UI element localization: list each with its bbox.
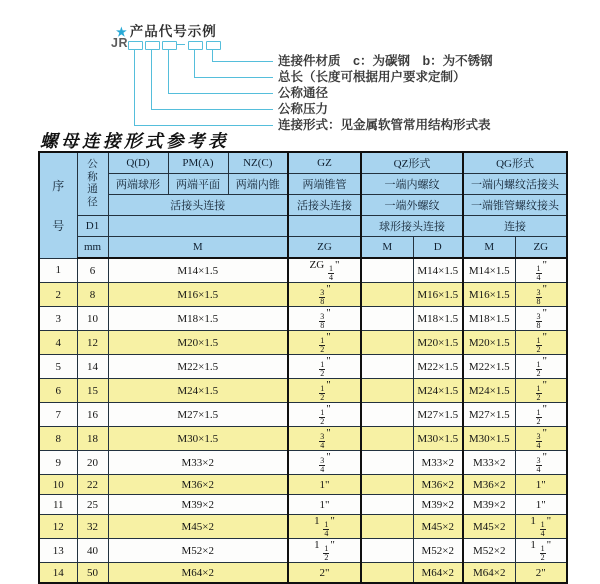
header-unit-zg2: ZG bbox=[515, 237, 567, 259]
cell-seq: 13 bbox=[39, 539, 77, 563]
cell-seq: 8 bbox=[39, 427, 77, 451]
cell-gz-zg: $\frac{3}{4}$ " bbox=[288, 427, 361, 451]
cell-qg-zg: $\frac{1}{2}$ " bbox=[515, 403, 567, 427]
table-row bbox=[39, 427, 567, 451]
cell-qz-d: M52×2 bbox=[413, 539, 463, 563]
header-qg-taper-joint: 一端锥管螺纹接头 bbox=[463, 195, 567, 216]
cell-qz-d: M39×2 bbox=[413, 495, 463, 515]
cell-dn: 50 bbox=[77, 563, 108, 584]
cell-qg-m: M36×2 bbox=[463, 475, 515, 495]
header-unit-m2: M bbox=[361, 237, 413, 259]
cell-qg-m: M45×2 bbox=[463, 515, 515, 539]
cell-qg-zg: 1" bbox=[515, 495, 567, 515]
header-seq bbox=[39, 152, 77, 258]
cell-qg-zg: $\frac{1}{2}$ " bbox=[515, 379, 567, 403]
cell-gz-zg: $\frac{1}{2}$ " bbox=[288, 379, 361, 403]
cell-dn: 12 bbox=[77, 331, 108, 355]
cell-qg-m: M27×1.5 bbox=[463, 403, 515, 427]
table-row bbox=[39, 563, 567, 584]
cell-seq: 11 bbox=[39, 495, 77, 515]
cell-seq: 1 bbox=[39, 258, 77, 283]
table-row bbox=[39, 495, 567, 515]
cell-qg-m: M24×1.5 bbox=[463, 379, 515, 403]
cell-qz-m bbox=[361, 539, 413, 563]
cell-qz-m bbox=[361, 355, 413, 379]
cell-seq: 7 bbox=[39, 403, 77, 427]
header-qg-form: QG形式 bbox=[463, 152, 567, 174]
header-ends-ball: 两端球形 bbox=[108, 174, 168, 195]
cell-qg-m: M14×1.5 bbox=[463, 258, 515, 283]
cell-qz-m bbox=[361, 331, 413, 355]
cell-qz-d: M14×1.5 bbox=[413, 258, 463, 283]
header-mm: mm bbox=[77, 237, 108, 259]
cell-qz-d: M20×1.5 bbox=[413, 331, 463, 355]
cell-m: M22×1.5 bbox=[108, 355, 288, 379]
label-material: 连接件材质 c：为碳钢 b：为不锈钢 bbox=[278, 54, 493, 68]
cell-qg-zg: $\frac{1}{2}$ " bbox=[515, 355, 567, 379]
cell-gz-zg: 1 $\frac{1}{4}$ " bbox=[288, 515, 361, 539]
table-row bbox=[39, 539, 567, 563]
cell-qg-zg: 1" bbox=[515, 475, 567, 495]
table-title: 螺母连接形式参考表 bbox=[40, 131, 229, 151]
cell-m: M64×2 bbox=[108, 563, 288, 584]
product-code-prefix: JR bbox=[111, 36, 128, 50]
cell-qz-d: M24×1.5 bbox=[413, 379, 463, 403]
header-ends-taperpipe: 两端锥管 bbox=[288, 174, 361, 195]
cell-gz-zg: $\frac{1}{2}$ " bbox=[288, 403, 361, 427]
cell-qg-zg: $\frac{3}{8}$ " bbox=[515, 283, 567, 307]
cell-dn: 20 bbox=[77, 451, 108, 475]
cell-qz-m bbox=[361, 427, 413, 451]
header-row-5 bbox=[39, 237, 567, 259]
cell-qz-d: M45×2 bbox=[413, 515, 463, 539]
header-union-connect-1: 活接头连接 bbox=[108, 195, 288, 216]
cell-qz-d: M30×1.5 bbox=[413, 427, 463, 451]
cell-qg-zg: 2" bbox=[515, 563, 567, 584]
cell-qg-zg: $\frac{3}{4}$ " bbox=[515, 451, 567, 475]
cell-qz-d: M18×1.5 bbox=[413, 307, 463, 331]
cell-gz-zg: $\frac{3}{8}$ " bbox=[288, 283, 361, 307]
header-ball-joint-connect: 球形接头连接 bbox=[361, 216, 463, 237]
cell-seq: 9 bbox=[39, 451, 77, 475]
table-row bbox=[39, 331, 567, 355]
cell-qg-zg: 1 $\frac{1}{4}$ " bbox=[515, 515, 567, 539]
header-gz: GZ bbox=[288, 152, 361, 174]
header-nominal-diameter: 公 称 通 径 bbox=[77, 152, 108, 216]
cell-qg-zg: $\frac{1}{4}$ " bbox=[515, 258, 567, 283]
header-ends-flat: 两端平面 bbox=[168, 174, 228, 195]
cell-m: M52×2 bbox=[108, 539, 288, 563]
cell-qg-zg: $\frac{3}{8}$ " bbox=[515, 307, 567, 331]
cell-qg-m: M39×2 bbox=[463, 495, 515, 515]
cell-qz-m bbox=[361, 307, 413, 331]
cell-m: M20×1.5 bbox=[108, 331, 288, 355]
cell-m: M45×2 bbox=[108, 515, 288, 539]
cell-gz-zg: $\frac{1}{2}$ " bbox=[288, 331, 361, 355]
cell-gz-zg: 1" bbox=[288, 495, 361, 515]
cell-qz-m bbox=[361, 283, 413, 307]
cell-qg-m: M52×2 bbox=[463, 539, 515, 563]
cell-dn: 18 bbox=[77, 427, 108, 451]
label-nominal-diameter: 公称通径 bbox=[278, 86, 329, 100]
cell-m: M16×1.5 bbox=[108, 283, 288, 307]
cell-seq: 12 bbox=[39, 515, 77, 539]
cell-gz-zg: 1 $\frac{1}{2}$ " bbox=[288, 539, 361, 563]
star-icon: ★ bbox=[116, 25, 128, 39]
header-unit-zg1: ZG bbox=[288, 237, 361, 259]
cell-m: M36×2 bbox=[108, 475, 288, 495]
cell-qz-m bbox=[361, 403, 413, 427]
label-total-length: 总长（长度可根据用户要求定制） bbox=[278, 70, 466, 84]
cell-dn: 8 bbox=[77, 283, 108, 307]
table-row bbox=[39, 379, 567, 403]
header-ends-cone: 两端内锥 bbox=[228, 174, 288, 195]
cell-dn: 22 bbox=[77, 475, 108, 495]
header-d1: D1 bbox=[77, 216, 108, 237]
cell-gz-zg: $\frac{1}{2}$ " bbox=[288, 355, 361, 379]
cell-m: M30×1.5 bbox=[108, 427, 288, 451]
header-row-1 bbox=[39, 152, 567, 174]
label-connection-form: 连接形式：见金属软管常用结构形式表 bbox=[278, 118, 491, 132]
cell-seq: 4 bbox=[39, 331, 77, 355]
cell-seq: 6 bbox=[39, 379, 77, 403]
cell-qz-m bbox=[361, 495, 413, 515]
cell-qz-d: M36×2 bbox=[413, 475, 463, 495]
cell-seq: 2 bbox=[39, 283, 77, 307]
cell-qz-d: M22×1.5 bbox=[413, 355, 463, 379]
header-unit-m1: M bbox=[108, 237, 288, 259]
table-row bbox=[39, 475, 567, 495]
header-nzc: NZ(C) bbox=[228, 152, 288, 174]
header-seq-char: 号 bbox=[52, 218, 65, 233]
cell-qg-zg: 1 $\frac{1}{2}$ " bbox=[515, 539, 567, 563]
cell-dn: 10 bbox=[77, 307, 108, 331]
cell-qg-m: M16×1.5 bbox=[463, 283, 515, 307]
table-body bbox=[39, 258, 567, 583]
cell-dn: 15 bbox=[77, 379, 108, 403]
cell-m: M24×1.5 bbox=[108, 379, 288, 403]
cell-m: M27×1.5 bbox=[108, 403, 288, 427]
cell-qg-m: M33×2 bbox=[463, 451, 515, 475]
header-qd: Q(D) bbox=[108, 152, 168, 174]
cell-dn: 40 bbox=[77, 539, 108, 563]
header-connect: 连接 bbox=[463, 216, 567, 237]
table-row bbox=[39, 451, 567, 475]
code-dash bbox=[177, 44, 185, 45]
cell-m: M14×1.5 bbox=[108, 258, 288, 283]
header-qz-outer-thread: 一端外螺纹 bbox=[361, 195, 463, 216]
header-row-3 bbox=[39, 195, 567, 216]
header-qz-form: QZ形式 bbox=[361, 152, 463, 174]
label-nominal-pressure: 公称压力 bbox=[278, 102, 329, 116]
cell-m: M33×2 bbox=[108, 451, 288, 475]
cell-qg-m: M20×1.5 bbox=[463, 331, 515, 355]
cell-qz-m bbox=[361, 451, 413, 475]
cell-qz-m bbox=[361, 379, 413, 403]
header-empty-2 bbox=[288, 216, 361, 237]
table-row bbox=[39, 355, 567, 379]
cell-m: M39×2 bbox=[108, 495, 288, 515]
table-row bbox=[39, 307, 567, 331]
cell-seq: 10 bbox=[39, 475, 77, 495]
table-row bbox=[39, 258, 567, 283]
cell-qg-zg: $\frac{1}{2}$ " bbox=[515, 331, 567, 355]
header-unit-d: D bbox=[413, 237, 463, 259]
connector-line-1 bbox=[134, 49, 273, 126]
cell-qg-m: M22×1.5 bbox=[463, 355, 515, 379]
cell-qz-m bbox=[361, 258, 413, 283]
cell-gz-zg: $\frac{3}{8}$ " bbox=[288, 307, 361, 331]
cell-seq: 5 bbox=[39, 355, 77, 379]
cell-dn: 25 bbox=[77, 495, 108, 515]
cell-qz-d: M64×2 bbox=[413, 563, 463, 584]
cell-qz-d: M33×2 bbox=[413, 451, 463, 475]
table-row bbox=[39, 515, 567, 539]
cell-dn: 16 bbox=[77, 403, 108, 427]
header-row-4 bbox=[39, 216, 567, 237]
cell-dn: 32 bbox=[77, 515, 108, 539]
header-row-2 bbox=[39, 174, 567, 195]
cell-qg-m: M64×2 bbox=[463, 563, 515, 584]
cell-dn: 6 bbox=[77, 258, 108, 283]
cell-seq: 3 bbox=[39, 307, 77, 331]
header-seq-char: 序 bbox=[52, 178, 65, 193]
cell-dn: 14 bbox=[77, 355, 108, 379]
cell-m: M18×1.5 bbox=[108, 307, 288, 331]
cell-qz-m bbox=[361, 563, 413, 584]
cell-qg-m: M18×1.5 bbox=[463, 307, 515, 331]
cell-gz-zg: 1" bbox=[288, 475, 361, 495]
cell-qz-d: M27×1.5 bbox=[413, 403, 463, 427]
diagram-heading bbox=[116, 20, 217, 40]
cell-gz-zg: $\frac{3}{4}$ " bbox=[288, 451, 361, 475]
cell-gz-zg: ZG $\frac{1}{4}$ " bbox=[288, 258, 361, 283]
diagram-heading-text: 产品代号示例 bbox=[129, 24, 217, 39]
header-empty-1 bbox=[108, 216, 288, 237]
table-row bbox=[39, 283, 567, 307]
header-qg-inner-union: 一端内螺纹活接头 bbox=[463, 174, 567, 195]
cell-qg-m: M30×1.5 bbox=[463, 427, 515, 451]
cell-gz-zg: 2" bbox=[288, 563, 361, 584]
cell-qz-d: M16×1.5 bbox=[413, 283, 463, 307]
table-row bbox=[39, 403, 567, 427]
header-pma: PM(A) bbox=[168, 152, 228, 174]
header-unit-m3: M bbox=[463, 237, 515, 259]
cell-qz-m bbox=[361, 515, 413, 539]
header-qz-inner-thread: 一端内螺纹 bbox=[361, 174, 463, 195]
header-union-connect-2: 活接头连接 bbox=[288, 195, 361, 216]
nut-connection-reference-table bbox=[38, 151, 568, 584]
cell-qg-zg: $\frac{3}{4}$ " bbox=[515, 427, 567, 451]
cell-qz-m bbox=[361, 475, 413, 495]
cell-seq: 14 bbox=[39, 563, 77, 584]
